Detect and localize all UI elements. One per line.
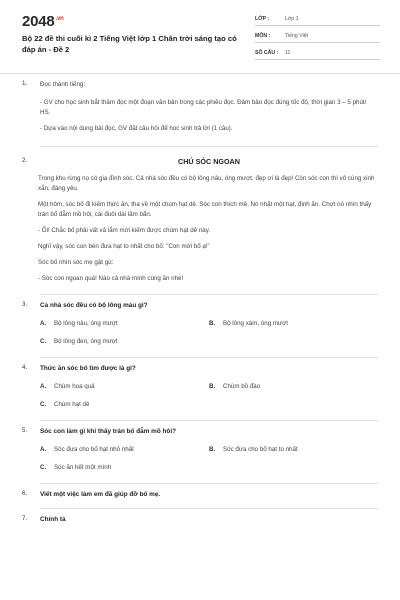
question-number: 5. bbox=[22, 427, 28, 434]
option-a[interactable] bbox=[40, 382, 209, 391]
story-paragraph: Sóc bố nhìn sóc mẹ gật gù: bbox=[38, 259, 114, 266]
question-number: 1. bbox=[22, 80, 28, 87]
option-a[interactable] bbox=[40, 319, 209, 328]
question-number: 6. bbox=[22, 490, 28, 497]
divider bbox=[40, 294, 378, 295]
option-b[interactable] bbox=[209, 445, 378, 454]
question-text: Chính tả bbox=[40, 516, 66, 523]
logo-text: 2048 bbox=[22, 13, 55, 30]
question-item bbox=[0, 515, 400, 525]
option-b[interactable] bbox=[209, 319, 378, 328]
option-text: Chùm hoa quả bbox=[54, 383, 95, 390]
question-text: Sóc con làm gì khi thấy trán bố đẫm mồ hôi? bbox=[40, 428, 176, 435]
question-text: Thức ăn sóc bố tìm được là gì? bbox=[40, 365, 136, 372]
option-list bbox=[40, 319, 378, 355]
story-paragraph: Nghĩ vậy, sóc con bèn đưa hạt to nhất cho bố: "Con mời bố ạ!" bbox=[38, 243, 210, 250]
option-letter: A. bbox=[40, 446, 47, 453]
option-text: Sóc ăn hết một mình bbox=[54, 464, 112, 471]
document-header bbox=[0, 0, 400, 72]
divider bbox=[40, 508, 378, 509]
option-text: Chùm bồ đào bbox=[223, 383, 261, 390]
meta-row-class bbox=[255, 12, 380, 26]
meta-value: 11 bbox=[285, 49, 291, 56]
option-c[interactable] bbox=[40, 337, 209, 346]
document-title: Bộ 22 đề thi cuối kì 2 Tiếng Việt lớp 1 Chân trời sáng tạo có đáp án - Đề 2 bbox=[22, 34, 237, 54]
question-item bbox=[0, 157, 400, 295]
instruction-text: - Dựa vào nội dung bài đọc, GV đặt câu hỏi để học sinh trả lời (1 câu). bbox=[40, 125, 233, 132]
option-letter: B. bbox=[209, 320, 216, 327]
header-divider bbox=[0, 73, 400, 74]
option-letter: A. bbox=[40, 320, 47, 327]
question-item bbox=[0, 80, 400, 147]
story-paragraph: - Ối! Chắc bố phải vất vả lắm mới kiếm được chùm hạt dẻ này. bbox=[38, 227, 211, 234]
option-text: Sóc đưa cho bố hạt to nhất bbox=[223, 446, 298, 453]
option-letter: B. bbox=[209, 383, 216, 390]
story-paragraph: Trong khu rừng nọ có gia đình sóc. Cả nhà sóc đều có bộ lông nâu, óng mượt, đẹp ơi là đẹp! Còn sóc con thì vô cùng xinh xắn, đáng yêu. bbox=[38, 175, 375, 192]
option-list bbox=[40, 382, 378, 418]
meta-label: LỚP : bbox=[255, 15, 270, 22]
meta-row-subject bbox=[255, 29, 380, 43]
option-text: Bộ lông đen, óng mượt bbox=[54, 338, 118, 345]
question-number: 4. bbox=[22, 364, 28, 371]
option-letter: C. bbox=[40, 338, 47, 345]
meta-info bbox=[255, 12, 380, 63]
option-c[interactable] bbox=[40, 463, 209, 472]
option-c[interactable] bbox=[40, 400, 209, 409]
option-letter: C. bbox=[40, 464, 47, 471]
meta-value: Lớp 1 bbox=[285, 15, 299, 22]
divider bbox=[40, 146, 378, 147]
option-text: Chùm hạt dẻ bbox=[54, 401, 90, 408]
question-item bbox=[0, 364, 400, 421]
logo-suffix: .vn bbox=[55, 16, 64, 22]
option-a[interactable] bbox=[40, 445, 209, 454]
option-b[interactable] bbox=[209, 382, 378, 391]
option-letter: C. bbox=[40, 401, 47, 408]
option-list bbox=[40, 445, 378, 481]
site-logo[interactable] bbox=[22, 13, 64, 30]
divider bbox=[40, 483, 378, 484]
question-item bbox=[0, 301, 400, 358]
option-text: Bộ lông nâu, óng mượt bbox=[54, 320, 118, 327]
meta-value: Tiếng Việt bbox=[285, 32, 309, 39]
question-item bbox=[0, 490, 400, 509]
option-text: Bộ lông xám, óng mượt bbox=[223, 320, 288, 327]
option-letter: B. bbox=[209, 446, 216, 453]
story-paragraph: - Sóc con ngoan quá! Nào cả nhà mình cùng ăn nhé! bbox=[38, 275, 184, 282]
story-paragraph: Một hôm, sóc bố đi kiếm thức ăn, tha về một chùm hạt dẻ. Sóc con thích mê. Nó nhặt một hạt, định ăn. Chợt nó nhìn thấy trán bố đẫm mồ hôi, cái đuôi dài lấm bẩn. bbox=[38, 201, 372, 218]
question-number: 7. bbox=[22, 515, 28, 522]
question-text: Đọc thành tiếng: bbox=[40, 81, 86, 88]
question-number: 2. bbox=[22, 157, 28, 164]
meta-label: MÔN : bbox=[255, 32, 271, 39]
meta-row-count bbox=[255, 46, 380, 60]
instruction-text: - GV cho học sinh bắt thăm đọc một đoạn văn bản trong các phiếu đọc. Đảm bảo đọc đúng tốc độ, thời gian 3 – 5 phút/ HS. bbox=[40, 99, 367, 116]
question-item bbox=[0, 427, 400, 484]
question-text: Viết một việc làm em đã giúp đỡ bố mẹ. bbox=[40, 491, 161, 498]
divider bbox=[40, 357, 378, 358]
divider bbox=[40, 420, 378, 421]
story-title: CHÚ SÓC NGOAN bbox=[178, 157, 240, 166]
meta-label: SỐ CÂU : bbox=[255, 49, 279, 56]
option-letter: A. bbox=[40, 383, 47, 390]
question-number: 3. bbox=[22, 301, 28, 308]
question-list bbox=[0, 80, 400, 525]
question-text: Cả nhà sóc đều có bộ lông màu gì? bbox=[40, 302, 148, 309]
option-text: Sóc đưa cho bố hạt nhỏ nhất bbox=[54, 446, 134, 453]
